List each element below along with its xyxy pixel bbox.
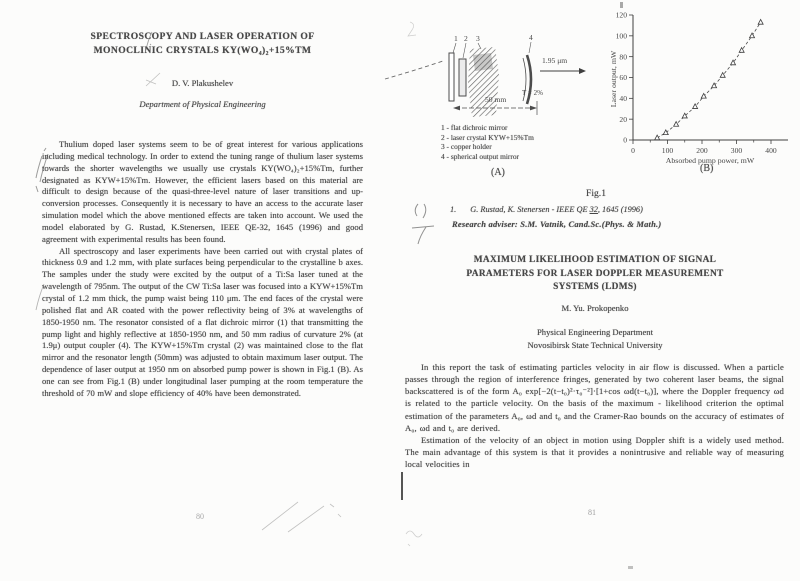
transmission-label: T = 2% — [522, 89, 543, 97]
speck-bottom — [628, 566, 633, 569]
left-paper-body — [42, 139, 363, 400]
leader-line-1 — [453, 43, 456, 53]
left-paper-title-line1: SPECTROSCOPY AND LASER OPERATION OF — [90, 31, 315, 42]
y-tick-label: 60 — [619, 73, 627, 83]
chart-axes — [633, 15, 788, 140]
dimension-arrowhead-right — [530, 106, 537, 111]
output-beam-label: 1.95 μm — [542, 56, 568, 65]
figure-caption: Fig.1 — [586, 188, 606, 199]
reference-entry — [450, 205, 643, 214]
scratch-marks-bottom — [258, 496, 348, 536]
chart-y-ticks — [616, 11, 633, 145]
right-paper-paragraph-2: Estimation of the velocity of an object in motion using Doppler shift is a widely used method. The main advantage of this system is that it provides a nonintrusive and reliable way of measuring local velocities in — [405, 434, 784, 470]
left-paper-affiliation: Department of Physical Engineering — [139, 99, 266, 109]
right-page-number: 81 — [588, 508, 596, 517]
left-page-number: 80 — [196, 512, 204, 521]
leader-line-2 — [463, 43, 466, 58]
y-tick-label: 80 — [619, 52, 627, 62]
figure-1 — [383, 3, 795, 205]
label-crystal-2: 2 — [464, 34, 468, 43]
pump-beam-dashed-line — [385, 61, 443, 79]
figure-legend-item-3: 3 - copper holder — [441, 142, 492, 152]
leader-line-4 — [529, 42, 531, 53]
scan-edge-dash — [401, 472, 403, 500]
label-output-mirror-4: 4 — [529, 33, 533, 42]
series-dashed-line — [657, 22, 761, 138]
data-point-marker — [758, 19, 763, 24]
data-point-marker — [663, 130, 668, 135]
x-tick-label: 100 — [661, 146, 674, 155]
label-holder-3: 3 — [476, 34, 480, 43]
reference-pages-year: , 1645 (1996) — [597, 205, 643, 214]
chart-x-axis-label: Absorbed pump power, mW — [665, 156, 755, 165]
chart-data-series — [655, 19, 764, 139]
figure-panel-b-label: (B) — [700, 163, 714, 174]
x-tick-label: 200 — [696, 146, 708, 155]
y-tick-label: 0 — [623, 135, 627, 145]
smudge-bottom-gutter — [402, 526, 428, 552]
right-paper-affiliation-line2: Novosibirsk State Technical University — [527, 340, 663, 350]
x-tick-label: 400 — [765, 146, 777, 155]
reference-volume: 32 — [589, 205, 598, 214]
reference-number: 1. — [450, 205, 457, 214]
x-tick-label: 0 — [631, 146, 635, 155]
left-paper-paragraph-2: All spectroscopy and laser experiments have been carried out with crystal plates of thickness 0.9 and 1.2 mm, with plate surfaces being perpendicular to the crystalline b axes. The samples under the study were excited by the output of a Ti:Sa laser tuned at the wavelength of 795nm. The output of the CW Ti:Sa laser was focused into a KYW+15%Tm crystal of 1.2 mm thick, the pump waist being 110 μm. The end faces of the crystal were polished flat and AR coated with the power reflectivity being of 3% at wavelengths of 1850-1950 nm. The resonator consisted of a flat dichroic mirror (1) that transmitting the pump light and highly reflective at 1850-1950 nm, and 50 mm radius of curvature 2% (at 1.9μ) output coupler (4). The KYW+15%Tm crystal (2) was maintained close to the flat mirror and the resonator length (50mm) was adjusted to obtain maximum laser output. The dependence of laser output at 1950 nm on absorbed pump power is shown in Fig.1 (B). As one can see from Fig.1 (B) under longitudinal laser pumping at the room temperature the threshold of 70 mW and slope efficiency of 40% have been demonstrated. — [42, 245, 363, 398]
right-paper-title-line2: PARAMETERS FOR LASER DOPPLER MEASUREMENT — [466, 268, 724, 279]
dimension-arrowhead-left — [453, 106, 460, 111]
data-point-marker — [701, 93, 706, 98]
right-paper-author: M. Yu. Prokopenko — [561, 303, 629, 313]
figure-legend-item-2: 2 - laser crystal KYW+15%Tm — [441, 132, 534, 142]
leader-line-3 — [478, 43, 481, 49]
chart-x-ticks — [631, 140, 777, 155]
right-paper-affiliation-line1: Physical Engineering Department — [537, 327, 653, 337]
right-paper-title-line3: SYSTEMS (LDMS) — [553, 282, 637, 292]
reference-text: G. Rustad, K. Stenersen - IEEE QE — [470, 205, 590, 214]
label-mirror-1: 1 — [454, 34, 458, 43]
figure-panel-a-label: (A) — [491, 167, 505, 178]
left-paper-author: D. V. Plakushelev — [171, 78, 234, 88]
data-point-marker — [655, 135, 660, 140]
y-tick-label: 120 — [615, 10, 627, 20]
laser-crystal — [459, 59, 466, 96]
handwritten-margin-mark-right-page — [408, 200, 438, 248]
right-paper-paragraph-1: In this report the task of estimating particles velocity in air flow is discussed. When a particle passes through the region of interference fringes, generated by two coherent laser beams, the signal backscattered is of the form A₀ exp[−2(t−t₀)²·τ₀⁻²]·[1+cos ωd(t−t₀)], where the Doppler frequency ωd is related to the particle velocity. On the basis of the maximum - likelihood criterion the optimal estimation of the parameters A₀, ωd and t₀ and the Cramer-Rao bounds on the accuracy of estimates of A₀, ωd and t₀ are derived. — [405, 362, 784, 433]
left-paper-title — [45, 30, 360, 58]
flat-dichroic-mirror — [449, 53, 454, 101]
chart-y-axis-label: Laser output, mW — [609, 50, 618, 108]
y-tick-label: 100 — [615, 31, 627, 41]
research-adviser-line: Research adviser: S.M. Vatnik, Cand.Sc.(Phys. & Math.) — [452, 219, 662, 229]
cavity-length-label: 50 mm — [485, 95, 507, 104]
right-paper-title — [400, 254, 790, 295]
y-tick-label: 40 — [619, 93, 627, 103]
copper-holder-shading — [473, 53, 493, 71]
figure-legend — [441, 123, 611, 162]
right-paper-title-line1: MAXIMUM LIKELIHOOD ESTIMATION OF SIGNAL — [473, 255, 717, 265]
left-paper-title-line2: MONOCLINIC CRYSTALS KY(WO₄)₂+15%TM — [93, 45, 312, 56]
x-tick-label: 300 — [730, 146, 743, 155]
right-paper-body — [405, 361, 784, 470]
figure-legend-item-4: 4 - spherical output mirror — [441, 152, 519, 162]
output-beam-arrowhead — [579, 68, 586, 74]
right-paper-affiliation — [400, 326, 790, 352]
left-paper-paragraph-1: Thulium doped laser systems seem to be of great interest for various applications including medical technology. In order to extend the tuning range of thulium laser systems towards the shorter wavelengths we usually use crystals KY(WO₄)₂+15%Tm, further designated as KYW+15%Tm. However, the efficient lasers based on this material are difficult to design because of the quasi-three-level nature of laser transitions and up-conversion processes. Consequently it is necessary to have an access to the accurate laser simulation model which the above mentioned effects are taken into account. We used the model elaborated by G. Rustad, K.Stenersen, IEEE QE-32, 1645 (1996) and good agreement with experimental results has been found. — [42, 139, 363, 244]
figure-legend-item-1: 1 - flat dichroic mirror — [441, 123, 508, 132]
y-tick-label: 20 — [619, 114, 627, 124]
